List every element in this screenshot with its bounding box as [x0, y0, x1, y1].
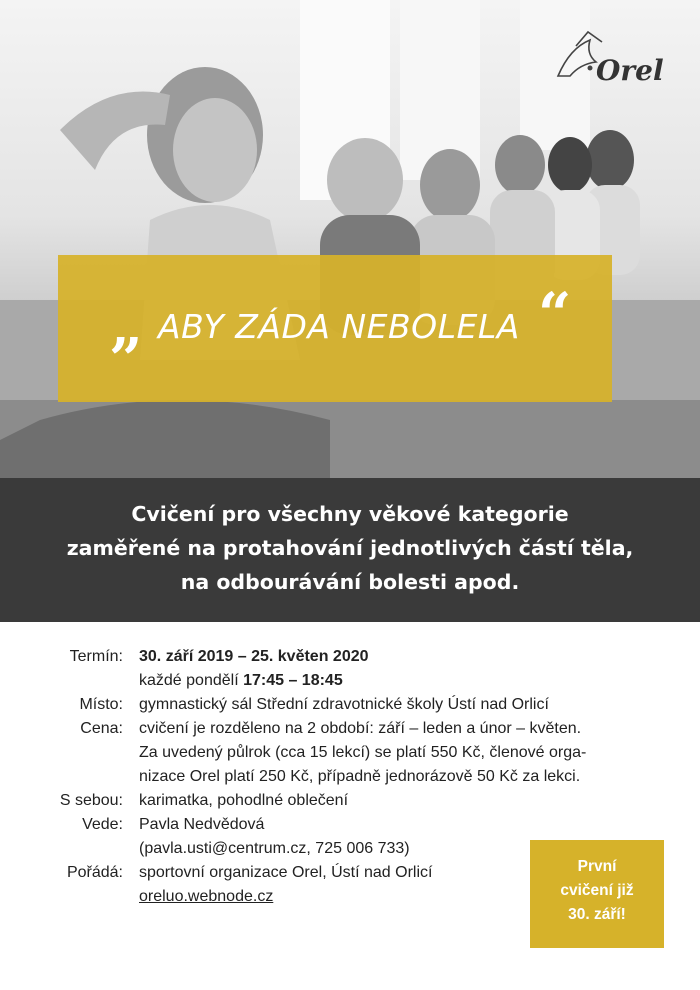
first-lesson-callout	[530, 840, 664, 948]
termin-time: každé pondělí 17:45 – 18:45	[139, 672, 343, 689]
hero-photo	[0, 0, 700, 478]
misto-value: gymnastický sál Střední zdravotnické školy Ústí nad Orlicí	[139, 696, 549, 713]
vede-contact: (pavla.usti@centrum.cz, 725 006 733)	[139, 840, 410, 857]
cena-line-2: Za uvedený půlrok (cca 15 lekcí) se platí 550 Kč, členové orga-	[139, 744, 587, 761]
misto-label: Místo:	[79, 696, 123, 713]
intro-line-3: na odbourávání bolesti apod.	[180, 570, 520, 594]
logo-text: Orel	[596, 54, 664, 87]
callout-line-3: 30. září!	[568, 906, 626, 923]
termin-label: Termín:	[69, 648, 123, 665]
cena-line-1: cvičení je rozděleno na 2 období: září – leden a únor – květen.	[139, 720, 582, 737]
website-link[interactable]: oreluo.webnode.cz	[139, 888, 274, 905]
termin-value: 30. září 2019 – 25. květen 2020	[139, 648, 369, 665]
sebou-value: karimatka, pohodlné oblečení	[139, 792, 349, 809]
intro-line-2: zaměřené na protahování jednotlivých částí těla,	[66, 536, 634, 560]
intro-line-1: Cvičení pro všechny věkové kategorie	[131, 502, 569, 526]
banner-title: ABY ZÁDA NEBOLELA	[158, 307, 520, 346]
cena-line-3: nizace Orel platí 250 Kč, případně jednorázově 50 Kč za lekci.	[139, 768, 581, 785]
intro-band	[0, 478, 700, 622]
title-banner	[58, 255, 612, 402]
opening-quote: „	[110, 292, 144, 360]
cena-label: Cena:	[80, 720, 123, 737]
callout-line-1: První	[577, 858, 617, 875]
sebou-label: S sebou:	[59, 792, 123, 809]
vede-name: Pavla Nedvědová	[139, 816, 265, 833]
porada-label: Pořádá:	[66, 864, 123, 881]
callout-line-2: cvičení již	[560, 882, 634, 899]
porada-value: sportovní organizace Orel, Ústí nad Orlicí	[139, 864, 433, 881]
closing-quote: “	[538, 280, 572, 348]
orel-logo	[550, 28, 670, 86]
vede-label: Vede:	[82, 816, 123, 833]
